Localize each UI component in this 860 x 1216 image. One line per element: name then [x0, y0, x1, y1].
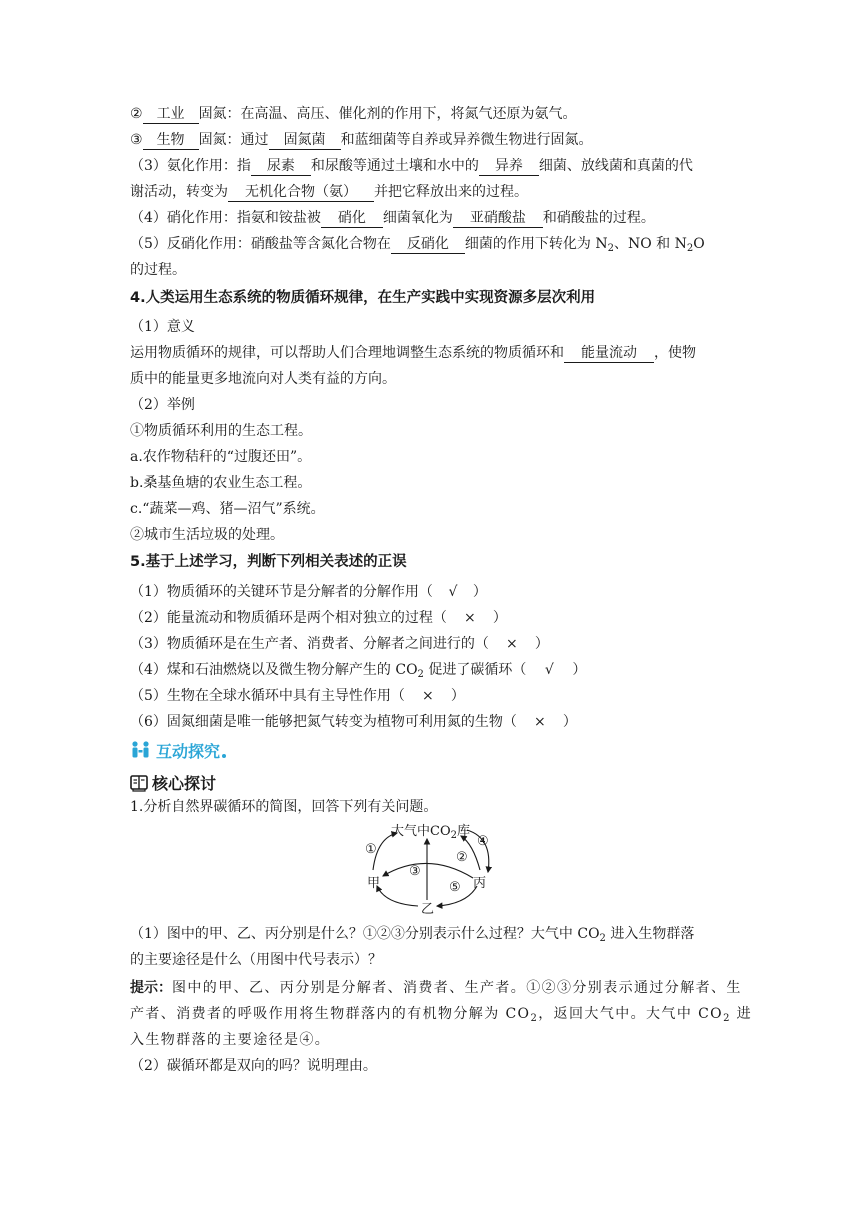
line-text: 和蓝细菌等自养或异养微生物进行固氮。 — [340, 132, 593, 148]
node-bing: 丙 — [473, 876, 487, 891]
process-label-4: ④ — [477, 834, 489, 849]
ammonification-line-1 — [130, 156, 693, 176]
question-1-part-1 — [130, 924, 694, 944]
item-number: ③ — [130, 132, 143, 148]
line-text: 固氮：通过 — [198, 132, 269, 148]
line-text: ） — [472, 584, 487, 600]
line-text: 产者、消费者的呼吸作用将生物群落内的有机物分解为 CO — [130, 1006, 531, 1022]
subscript: 2 — [723, 1013, 731, 1024]
line-text: （4）煤和石油燃烧以及微生物分解产生的 CO — [130, 662, 418, 678]
nitrogen-line-2 — [130, 104, 577, 124]
fill-blank: 能量流动 — [564, 345, 654, 363]
line-text: （1）物质循环的关键环节是分解者的分解作用（ — [130, 584, 433, 600]
process-label-2: ② — [456, 850, 468, 865]
answer-mark: × — [506, 636, 518, 652]
fill-blank: 生物 — [143, 132, 199, 150]
dot-decoration — [222, 754, 226, 758]
example-item: a.农作物秸秆的“过腹还田”。 — [130, 449, 312, 465]
fill-blank: 硝化 — [321, 210, 383, 228]
line-text: 和硝酸盐的过程。 — [542, 210, 655, 226]
line-text: 固氮：在高温、高压、催化剂的作用下，将氮气还原为氨气。 — [198, 106, 577, 122]
line-text: （1）图中的甲、乙、丙分别是什么？①②③分别表示什么过程？大气中 CO — [130, 926, 600, 942]
judgement-item — [130, 608, 507, 628]
tip-line-1 — [130, 978, 742, 998]
line-text: ） — [562, 714, 577, 730]
tip-label: 提示： — [130, 980, 172, 996]
banner-title: 互动探究 — [156, 741, 221, 761]
answer-mark: × — [422, 688, 434, 704]
example-item: c.“蔬菜—鸡、猪—沼气”系统。 — [130, 501, 325, 517]
denitrification-line-1 — [130, 234, 705, 254]
line-text: ） — [534, 636, 549, 652]
question-1-part-1-cont: 的主要途径是什么（用图中代号表示）？ — [130, 952, 382, 968]
line-text: 并把它释放出来的过程。 — [374, 184, 528, 200]
example-item: ①物质循环利用的生态工程。 — [130, 423, 312, 439]
subscript: 2 — [599, 933, 606, 944]
judgement-item — [130, 686, 465, 706]
carbon-cycle-diagram — [355, 820, 500, 915]
line-text: O — [693, 236, 705, 252]
line-text: 进 — [730, 1006, 753, 1022]
line-text: 细菌氧化为 — [382, 210, 453, 226]
node-label: 库 — [456, 824, 470, 839]
answer-mark: √ — [544, 662, 554, 678]
line-text: 谢活动，转变为 — [130, 184, 228, 200]
judgement-item — [130, 712, 577, 732]
denitrification-line-2 — [130, 260, 186, 280]
fill-blank: 固氮菌 — [269, 132, 341, 150]
line-text: ，返回大气中。大气中 CO — [538, 1006, 724, 1022]
judgement-item — [130, 660, 586, 680]
fill-blank: 亚硝酸盐 — [453, 210, 543, 228]
meaning-line-2: 质中的能量更多地流向对人类有益的方向。 — [130, 371, 396, 387]
line-text: 运用物质循环的规律，可以帮助人们合理地调整生态系统的物质循环和 — [130, 345, 564, 361]
answer-mark: × — [464, 610, 476, 626]
line-text: （4）硝化作用：指氨和铵盐被 — [130, 210, 321, 226]
line-text: 细菌、放线菌和真菌的代 — [538, 158, 693, 174]
interactive-banner — [130, 737, 226, 763]
people-icon — [130, 740, 152, 760]
tip-line-3: 入生物群落的主要途径是④。 — [130, 1032, 331, 1048]
line-text: 细菌的作用下转化为 N — [464, 236, 608, 252]
question-1-intro: 1.分析自然界碳循环的简图，回答下列有关问题。 — [130, 799, 438, 815]
nitrogen-line-3 — [130, 130, 593, 150]
line-text: （5）反硝化作用：硝酸盐等含氮化合物在 — [130, 236, 391, 252]
subscript: 2 — [607, 243, 614, 254]
line-text: 、NO 和 N — [613, 236, 687, 252]
process-label-1: ① — [365, 842, 377, 857]
fill-blank: 工业 — [143, 106, 199, 124]
answer-mark: × — [534, 714, 546, 730]
process-label-3: ③ — [409, 864, 421, 879]
subscript: 2 — [417, 669, 424, 680]
line-text: 进入生物群落 — [605, 926, 695, 942]
line-text: （2）能量流动和物质循环是两个相对独立的过程（ — [130, 610, 447, 626]
line-text: 图中的甲、乙、丙分别是分解者、消费者、生产者。①②③分别表示通过分解者、生 — [172, 980, 742, 996]
meaning-label: （1）意义 — [130, 319, 195, 335]
atmosphere-node — [391, 820, 470, 839]
core-section-header — [130, 771, 216, 794]
nitrification-line — [130, 208, 655, 228]
line-text: （6）固氮细菌是唯一能够把氮气转变为植物可利用氮的生物（ — [130, 714, 517, 730]
ammonification-line-2 — [130, 182, 528, 202]
book-icon — [130, 774, 148, 792]
line-text: （3）物质循环是在生产者、消费者、分解者之间进行的（ — [130, 636, 489, 652]
core-title: 核心探讨 — [152, 774, 217, 793]
line-text: ，使物 — [654, 345, 696, 361]
subscript: 2 — [450, 830, 457, 841]
example-label: （2）举例 — [130, 397, 195, 413]
line-text: 促进了碳循环（ — [423, 662, 527, 678]
line-text: ） — [492, 610, 507, 626]
line-text: 和尿酸等通过土壤和水中的 — [310, 158, 479, 174]
line-text: ） — [450, 688, 465, 704]
section-5-heading: 5.基于上述学习，判断下列相关表述的正误 — [130, 554, 407, 570]
node-label: 大气中CO — [391, 824, 451, 839]
question-1-part-2: （2）碳循环都是双向的吗？说明理由。 — [130, 1058, 377, 1074]
item-number: ② — [130, 106, 143, 122]
section-4-heading: 4.人类运用生态系统的物质循环规律，在生产实践中实现资源多层次利用 — [130, 290, 596, 306]
process-label-5: ⑤ — [449, 880, 461, 895]
fill-blank: 反硝化 — [391, 236, 465, 254]
node-jia: 甲 — [367, 876, 381, 891]
line-text: ） — [572, 662, 587, 678]
fill-blank: 尿素 — [251, 158, 311, 176]
meaning-line-1 — [130, 343, 696, 363]
fill-blank: 无机化合物（氨） — [228, 184, 374, 202]
node-yi: 乙 — [421, 902, 435, 917]
example-item: ②城市生活垃圾的处理。 — [130, 527, 284, 543]
fill-blank: 异养 — [479, 158, 539, 176]
judgement-item — [130, 634, 549, 654]
subscript: 2 — [686, 243, 694, 254]
judgement-item — [130, 582, 487, 602]
line-text: （5）生物在全球水循环中具有主导性作用（ — [130, 688, 405, 704]
example-item: b.桑基鱼塘的农业生态工程。 — [130, 475, 312, 491]
answer-mark: √ — [448, 584, 458, 600]
subscript: 2 — [530, 1013, 539, 1024]
tip-line-2 — [130, 1004, 752, 1024]
line-text: 的过程。 — [130, 262, 186, 278]
line-text: （3）氨化作用：指 — [130, 158, 251, 174]
